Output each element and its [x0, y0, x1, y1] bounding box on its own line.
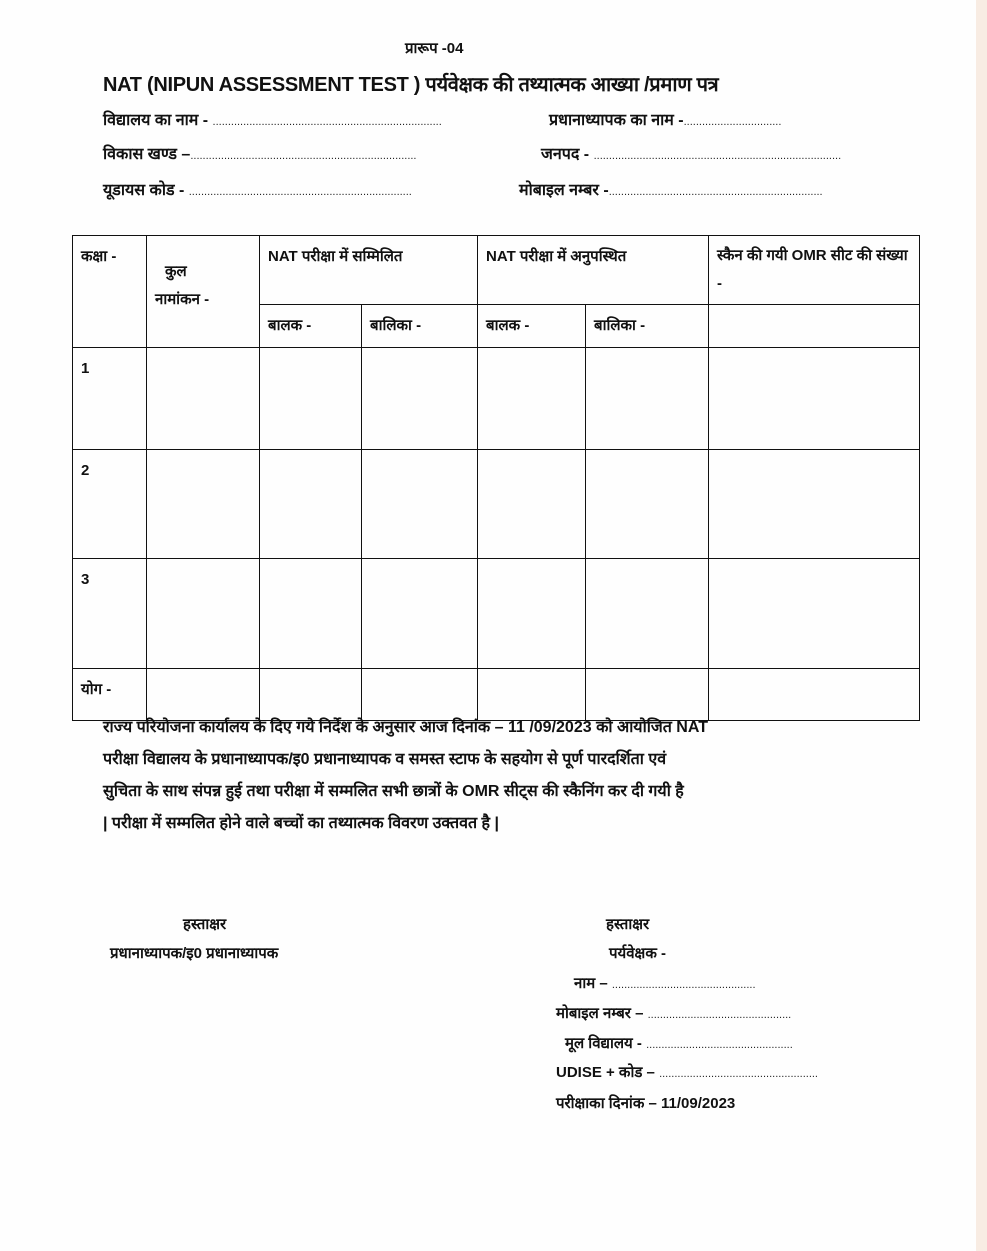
district-field — [541, 142, 841, 164]
cell-absent-boys[interactable] — [478, 348, 586, 450]
block-label: विकास खण्ड – — [103, 146, 191, 163]
udise-code-value[interactable]: ......................................................................... — [188, 186, 412, 198]
mobile-value[interactable]: ...................................................................... — [608, 186, 823, 198]
declaration-line-4: | परीक्षा में सम्मलित होने वाले बच्चों का तथ्यात्मक विवरण उक्तवत है | — [103, 815, 499, 832]
table-row — [73, 450, 920, 559]
cell-total[interactable] — [147, 348, 260, 450]
cell-omr[interactable] — [709, 348, 920, 450]
header-appeared: NAT परीक्षा में सम्मिलित — [260, 236, 478, 305]
school-name-value[interactable]: ........................................................................... — [212, 116, 442, 128]
supervisor-name-value[interactable]: ............................................... — [611, 979, 756, 991]
mobile-field — [519, 178, 823, 200]
document-title: NAT (NIPUN ASSESSMENT TEST ) पर्यवेक्षक की तथ्यात्मक आख्या /प्रमाण पत्र — [103, 74, 719, 96]
header-omr-blank — [709, 305, 920, 348]
enrollment-table — [72, 235, 920, 721]
cell-omr[interactable] — [709, 559, 920, 669]
cell-appeared-girls[interactable] — [362, 559, 478, 669]
header-class: कक्षा - — [73, 236, 147, 348]
school-name-label: विद्यालय का नाम - — [103, 112, 209, 129]
exam-date-field — [556, 1093, 735, 1113]
page-edge — [976, 0, 987, 1251]
exam-date-value: 11/09/2023 — [661, 1095, 736, 1112]
header-absent: NAT परीक्षा में अनुपस्थित — [478, 236, 709, 305]
left-signature-role: प्रधानाध्यापक/इ0 प्रधानाध्यापक — [110, 945, 279, 962]
header-appeared-boys: बालक - — [260, 305, 362, 348]
cell-appeared-boys[interactable] — [260, 450, 362, 559]
cell-appeared-boys[interactable] — [260, 348, 362, 450]
cell-appeared-girls[interactable] — [362, 450, 478, 559]
headmaster-name-field — [549, 108, 781, 130]
right-signature-heading: हस्ताक्षर — [606, 916, 650, 933]
row-class: 3 — [73, 559, 147, 669]
parent-school-label: मूल विद्यालय - — [565, 1035, 642, 1052]
district-value[interactable]: ................................................................................. — [593, 150, 842, 162]
supervisor-name-field — [574, 973, 756, 993]
cell-appeared-boys[interactable] — [260, 559, 362, 669]
form-number: प्रारूप -04 — [405, 40, 464, 57]
parent-school-value[interactable]: ................................................ — [646, 1039, 793, 1051]
right-signature-role: पर्यवेक्षक - — [609, 945, 666, 962]
cell-total[interactable] — [147, 559, 260, 669]
declaration-line-1: राज्य परियोजना कार्यालय के दिए गये निर्देश के अनुसार आज दिनांक – 11 /09/2023 को आयोजित NAT — [103, 719, 708, 736]
block-value[interactable]: .......................................................................... — [190, 150, 417, 162]
exam-date-label: परीक्षाका दिनांक – — [556, 1095, 657, 1112]
supervisor-udise-label: UDISE + कोड – — [556, 1064, 655, 1081]
header-total-enrollment — [147, 236, 260, 348]
declaration-paragraph — [103, 712, 893, 840]
declaration-line-2: परीक्षा विद्यालय के प्रधानाध्यापक/इ0 प्रधानाध्यापक व समस्त स्टाफ के सहयोग से पूर्ण पारदर्शिता एवं — [103, 751, 667, 768]
header-absent-girls: बालिका - — [586, 305, 709, 348]
cell-absent-girls[interactable] — [586, 559, 709, 669]
row-class: 2 — [73, 450, 147, 559]
supervisor-udise-field — [556, 1062, 818, 1082]
udise-code-field — [103, 178, 412, 200]
cell-absent-girls[interactable] — [586, 348, 709, 450]
header-absent-boys: बालक - — [478, 305, 586, 348]
header-omr-scanned: स्कैन की गयी OMR सीट की संख्या - — [709, 236, 920, 305]
header-total-line2: नामांकन - — [155, 291, 210, 308]
cell-omr[interactable] — [709, 450, 920, 559]
cell-appeared-girls[interactable] — [362, 348, 478, 450]
block-field — [103, 142, 416, 164]
declaration-line-3: सुचिता के साथ संपन्न हुई तथा परीक्षा में सम्मलित सभी छात्रों के OMR सीट्स की स्कैनिंग कर दी गयी है — [103, 783, 684, 800]
table-row — [73, 348, 920, 450]
supervisor-mobile-value[interactable]: ............................................... — [647, 1009, 792, 1021]
district-label: जनपद - — [541, 146, 590, 163]
parent-school-field — [565, 1033, 793, 1053]
school-name-field — [103, 108, 442, 130]
header-appeared-girls: बालिका - — [362, 305, 478, 348]
supervisor-mobile-field — [556, 1003, 791, 1023]
row-total-label: योग - — [73, 669, 147, 721]
table-header-row — [73, 236, 920, 305]
udise-code-label: यूडायस कोड - — [103, 182, 185, 199]
cell-absent-girls[interactable] — [586, 450, 709, 559]
supervisor-name-label: नाम – — [574, 975, 608, 992]
left-signature-heading: हस्ताक्षर — [183, 916, 227, 933]
supervisor-udise-value[interactable]: .................................................... — [659, 1068, 818, 1080]
cell-absent-boys[interactable] — [478, 559, 586, 669]
headmaster-name-label: प्रधानाध्यापक का नाम - — [549, 112, 684, 129]
cell-absent-boys[interactable] — [478, 450, 586, 559]
row-class: 1 — [73, 348, 147, 450]
table-row — [73, 559, 920, 669]
supervisor-mobile-label: मोबाइल नम्बर – — [556, 1005, 644, 1022]
mobile-label: मोबाइल नम्बर - — [519, 182, 609, 199]
headmaster-name-value[interactable]: ................................ — [683, 116, 782, 128]
cell-total[interactable] — [147, 450, 260, 559]
header-total-line1: कुल — [165, 263, 187, 280]
